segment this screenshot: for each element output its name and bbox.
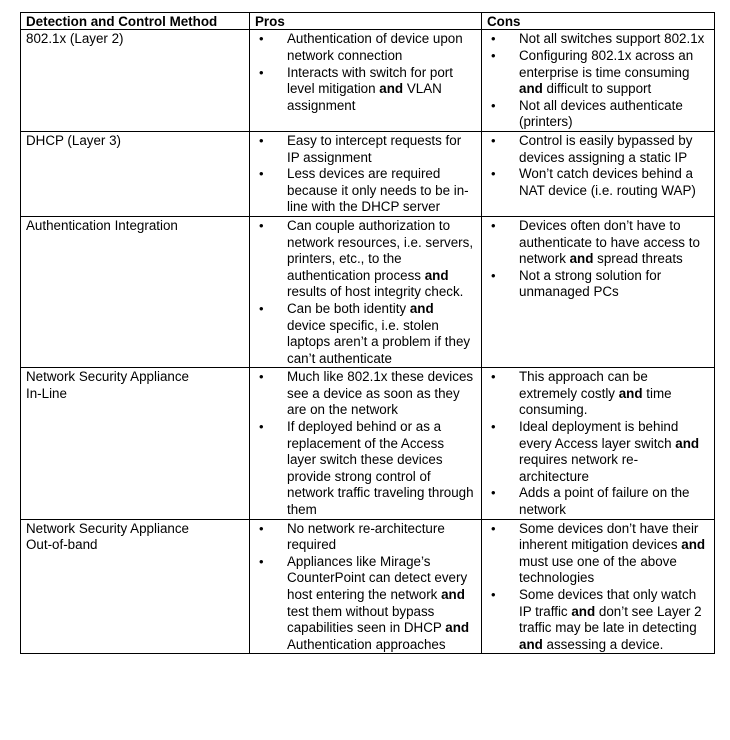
item-text: If deployed behind or as a replacement of the Access layer switch these devices provide strong control of network traffic traveling through them <box>287 419 474 518</box>
con-item <box>487 587 710 653</box>
con-item <box>487 369 710 419</box>
pros-list <box>255 521 477 654</box>
cons-list <box>487 218 710 301</box>
item-text: Won’t catch devices behind a NAT device (i.e. routing WAP) <box>519 166 696 198</box>
item-text: Some devices that only watch IP traffic <box>519 587 697 619</box>
item-text: requires network re-architecture <box>519 452 639 484</box>
table-body <box>21 30 715 654</box>
pro-item <box>255 65 477 115</box>
con-item <box>487 133 710 166</box>
bullet-icon: • <box>491 485 496 501</box>
bold-and-text: and <box>618 385 643 401</box>
pros-cell <box>250 30 482 132</box>
item-text: Devices often don’t have to authenticate to have access to network <box>519 217 700 267</box>
cons-cell <box>482 368 715 519</box>
method-name-line: Network Security Appliance <box>26 520 189 536</box>
item-text: Adds a point of failure on the network <box>519 485 690 518</box>
con-item <box>487 166 710 199</box>
pro-item <box>255 419 477 519</box>
bullet-icon: • <box>259 166 264 182</box>
method-cell <box>21 131 250 216</box>
item-text: test them without bypass capabilities seen in DHCP <box>287 603 446 636</box>
bullet-icon: • <box>491 166 496 182</box>
header-row <box>21 13 715 30</box>
bullet-icon: • <box>491 587 496 602</box>
bullet-icon: • <box>259 369 264 385</box>
table-row <box>21 30 715 132</box>
method-cell <box>21 519 250 654</box>
item-text: Some devices don’t have their inherent mitigation devices <box>519 520 699 553</box>
pro-item <box>255 218 477 301</box>
header-method: Detection and Control Method <box>21 13 250 30</box>
bold-and-text: and <box>681 537 706 553</box>
bold-and-text: and <box>409 300 434 316</box>
bullet-icon: • <box>259 419 264 435</box>
item-text: Can couple authorization to network resources, i.e. servers, printers, etc., to the authentication process <box>287 217 474 283</box>
method-name-line: Out-of-band <box>26 537 98 553</box>
pro-item <box>255 31 477 64</box>
bullet-icon: • <box>491 97 496 113</box>
pros-list <box>255 218 477 367</box>
bullet-icon: • <box>491 217 496 233</box>
item-text: Control is easily bypassed by devices assigning a static IP <box>519 132 693 165</box>
bullet-icon: • <box>259 553 264 569</box>
item-text: difficult to support <box>542 81 652 97</box>
pros-cell <box>250 216 482 367</box>
item-text: Authentication approaches <box>287 636 446 652</box>
pros-list <box>255 133 477 216</box>
bold-and-text: and <box>441 587 465 602</box>
pros-cell <box>250 519 482 654</box>
pro-item <box>255 369 477 419</box>
bullet-icon: • <box>259 132 264 148</box>
bold-and-text: and <box>445 620 470 636</box>
item-text: Easy to intercept requests for IP assignment <box>287 132 462 165</box>
table-row <box>21 519 715 654</box>
bullet-icon: • <box>491 132 496 148</box>
bold-and-text: and <box>569 251 594 267</box>
con-item <box>487 521 710 587</box>
con-item <box>487 485 710 518</box>
item-text: Authentication of device upon network connection <box>287 31 463 63</box>
item-text: spread threats <box>593 251 683 267</box>
item-text: VLAN assignment <box>287 81 442 113</box>
cons-cell <box>482 131 715 216</box>
item-text: device specific, i.e. stolen laptops aren’t a problem if they can’t authenticate <box>287 317 471 366</box>
bold-and-text: and <box>379 81 404 97</box>
bullet-icon: • <box>491 369 496 385</box>
con-item <box>487 31 710 48</box>
item-text: This approach can be extremely costly <box>519 369 648 401</box>
pro-item <box>255 554 477 654</box>
method-name-line: Network Security Appliance <box>26 369 189 385</box>
table-row <box>21 131 715 216</box>
pro-item <box>255 166 477 216</box>
cons-cell <box>482 30 715 132</box>
con-item <box>487 419 710 485</box>
bullet-icon: • <box>259 217 264 233</box>
item-text: Not a strong solution for unmanaged PCs <box>519 267 662 300</box>
bold-and-text: and <box>675 435 700 451</box>
cons-list <box>487 133 710 199</box>
bold-and-text: and <box>519 81 543 97</box>
pro-item <box>255 301 477 367</box>
comparison-table <box>20 12 715 654</box>
pros-cell <box>250 368 482 519</box>
table-row <box>21 216 715 367</box>
method-name-line: In-Line <box>26 385 67 401</box>
method-name-line: Authentication Integration <box>26 217 178 233</box>
item-text: Appliances like Mirage’s CounterPoint can detect every host entering the network <box>287 553 468 602</box>
item-text: Less devices are required because it only needs to be in-line with the DHCP server <box>287 166 469 215</box>
item-text: Can be both identity <box>287 300 410 316</box>
item-text: must use one of the above technologies <box>519 553 677 586</box>
bullet-icon: • <box>491 48 496 63</box>
pro-item <box>255 521 477 554</box>
item-text: Configuring 802.1x across an enterprise is time consuming <box>519 48 694 80</box>
method-cell <box>21 216 250 367</box>
bullet-icon: • <box>259 64 264 80</box>
item-text: time consuming. <box>519 385 672 418</box>
method-cell <box>21 368 250 519</box>
item-text: Not all devices authenticate (printers) <box>519 97 683 130</box>
cons-list <box>487 369 710 518</box>
item-text: results of host integrity check. <box>287 284 464 300</box>
item-text: Much like 802.1x these devices see a device as soon as they are on the network <box>287 369 474 418</box>
pro-item <box>255 133 477 166</box>
bullet-icon: • <box>259 300 264 316</box>
bullet-icon: • <box>259 520 264 536</box>
bullet-icon: • <box>259 31 264 47</box>
header-cons: Cons <box>482 13 715 30</box>
item-text: Interacts with switch for port level mitigation <box>287 64 453 97</box>
pros-cell <box>250 131 482 216</box>
item-text: No network re-architecture required <box>287 520 445 553</box>
header-pros: Pros <box>250 13 482 30</box>
bold-and-text: and <box>424 267 449 283</box>
item-text: don’t see Layer 2 traffic may be late in detecting <box>519 603 702 636</box>
bullet-icon: • <box>491 419 496 435</box>
con-item <box>487 268 710 301</box>
bold-and-text: and <box>519 636 543 652</box>
item-text: assessing a device. <box>542 636 664 652</box>
method-name-line: 802.1x (Layer 2) <box>26 31 124 47</box>
table-row <box>21 368 715 519</box>
bullet-icon: • <box>491 31 496 47</box>
item-text: Not all switches support 802.1x <box>519 31 705 47</box>
pros-list <box>255 369 477 518</box>
con-item <box>487 218 710 268</box>
cons-list <box>487 521 710 654</box>
cons-cell <box>482 519 715 654</box>
cons-cell <box>482 216 715 367</box>
method-name-line: DHCP (Layer 3) <box>26 132 122 148</box>
cons-list <box>487 31 710 131</box>
item-text: Ideal deployment is behind every Access layer switch <box>519 419 679 451</box>
pros-list <box>255 31 477 114</box>
bullet-icon: • <box>491 520 496 536</box>
bold-and-text: and <box>571 603 596 619</box>
bullet-icon: • <box>491 267 496 283</box>
con-item <box>487 48 710 98</box>
method-cell <box>21 30 250 132</box>
con-item <box>487 98 710 131</box>
